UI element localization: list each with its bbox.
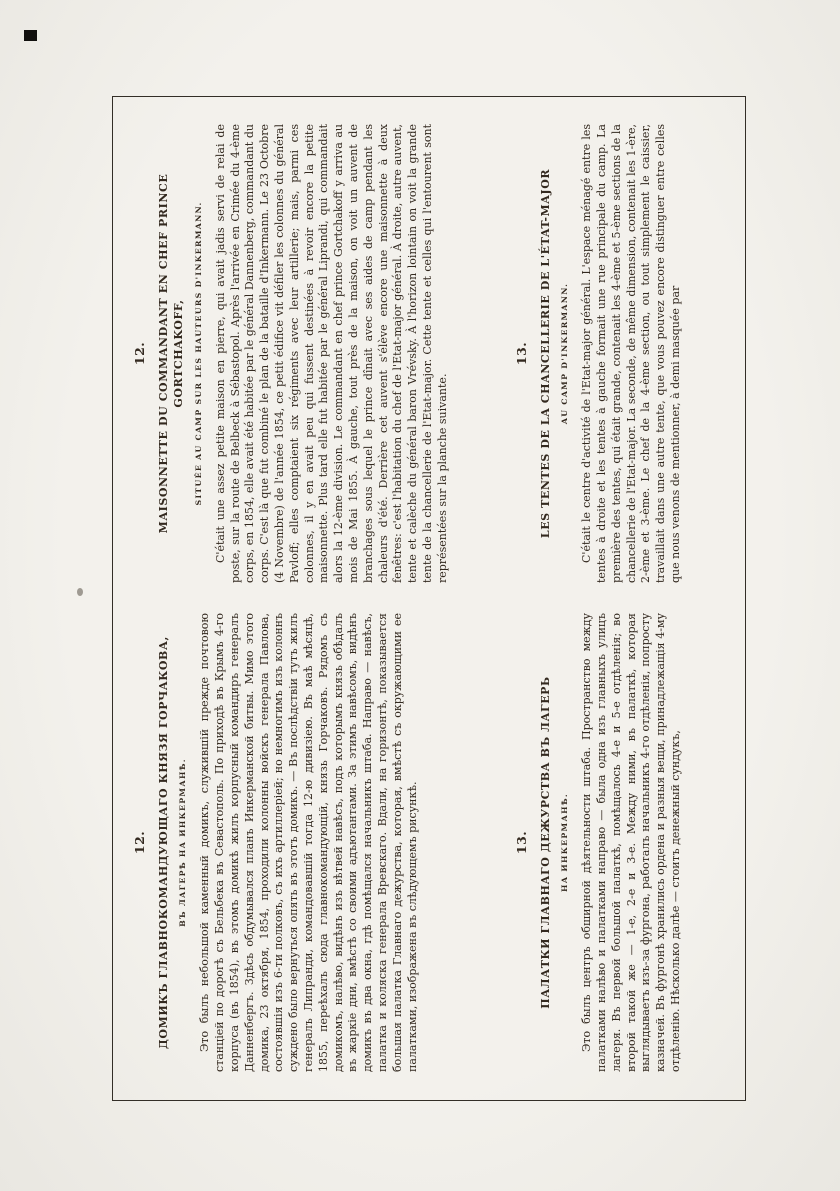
section-fr-13 <box>514 124 731 583</box>
section-title: ПАЛАТКИ ГЛАВНАГО ДЕЖУРСТВА ВЪ ЛАГЕРЬ <box>538 676 552 1009</box>
section-body: C'était une assez petite maison en pierre, qui avait jadis servi de relai de poste, sur la route de Belbeck à Sébastopol. Après l'arrivée en Crimée du 4-ème corps, en 1854, elle avait été habitée par le général Dannenberg, commandant du corps. C'est là que fut combiné le plan de la bataille d'Inkermann. Le 23 Octobre (4 Novembre) de l'année 1854, ce petit édifice vit défiler les colonnes du général Pavloff; elles comptaient six régiments avec leur artillerie; mais, parmi ces colonnes, il y en avait peu qui fussent destinées à revoir encore la petite maisonnette. Plus tard elle fut habitée par le général Liprandi, qui commandait alors la 12-ème division. Le commandant en chef prince Gortchakoff y arriva au mois de Mai 1855. À gauche, tout près de la maison, on voit un auvent de branchages sous lequel le prince dînait avec ses aides de camp pendant les chaleurs d'été. Derrière cet auvent s'élève encore une maisonnette à deux fenêtres: c'est l'habitation du chef de l'Etat-major général. À droite, autre auvent, tente et calèche du général baron Vrévsky. À l'horizon lointain on voit la grande tente de la chancellerie de l'Etat-major. Cette tente et celles qui l'entourent sont représentées sur la planche suivante. <box>213 124 449 583</box>
section-subtitle: НА ИНКЕРМАНѢ. <box>560 793 570 892</box>
section-number: 13. <box>513 830 529 855</box>
printed-frame <box>112 96 746 1101</box>
section-subtitle: AU CAMP D'INKERMANN. <box>560 282 570 425</box>
section-title: ДОМИКЪ ГЛАВНОКОМАНДУЮЩАГО КНЯЗЯ ГОРЧАКОВА, <box>157 636 170 1049</box>
section-subtitle: SITUÉE AU CAMP SUR LES HAUTEURS D'INKERMANN. <box>193 201 203 506</box>
section-body: C'était le centre d'activité de l'Etat-major général. L'espace ménagé entre les tentes à droite et les tentes à gauche formait une rue principale du camp. La première des tentes, qui était grande, contenait les 4-ème et 5-ème sections de la chancellerie de l'Etat-major. La seconde, de même dimension, contenait les 1-ère, 2-ème et 3-ème. Le chef de la 4-ème section, ou tout simplement le caissier, travaillait dans une autre tente, que vous pouvez encore distinguer entre celles que nous venons de mentionner, à demi masquée par <box>580 124 682 583</box>
section-body: Это былъ небольшой каменный домикъ, служившій прежде почтовою станціей по дорогѣ съ Бельбека въ Севастополь. По приходѣ въ Крымъ 4-го корпуса (въ 1854), въ этомъ домикѣ жилъ корпусный командиръ генералъ Данненбергъ. Здѣсь обдумывался планъ Инкерманской битвы. Мимо этого домика, 23 октября, 1854, проходили колонны войскъ генерала Павлова, состоявшія изъ 6-ти полковъ, съ ихъ артиллеріей; но немногимъ изъ колоннъ суждено было вернуться опять въ этотъ домикъ. — Въ послѣдствіи тутъ жилъ генералъ Липранди, командовавшій тогда 12-ю дивизіею. Въ маѣ мѣсяцѣ, 1855, переѣхалъ сюда главнокомандующій, князь Горчаковъ. Рядомъ съ домикомъ, налѣво, видѣнъ изъ вѣтвей навѣсъ, подъ которымъ князь обѣдалъ въ жаркіе дни, вмѣстѣ со своими адъютантами. За этимъ навѣсомъ, видѣнъ домикъ въ два окна, гдѣ помѣщался начальникъ штаба. Направо — навѣсъ, палатка и коляска генерала Вревскаго. Вдали, на горизонтѣ, показывается большая палатка Главнаго дежурства, которая, вмѣстѣ съ окружающими ее палатками, изображена въ слѣдующемъ рисункѣ. <box>198 613 419 1072</box>
section-body: Это былъ центръ обширной дѣятельности штаба. Пространство между палатками налѣво и палатками направо — была одна изъ главныхъ улицъ лагеря. Въ первой большой палаткѣ, помѣщалось 4-е и 5-е отдѣленія; во второй такой же — 1-е, 2-е и 3-е. Между ними, въ палаткѣ, которая выглядываетъ изъ-за фургона, работалъ начальникъ 4-го отдѣленія, попросту казначей. Въ фургонѣ хранились ордена и разныя вещи, принадлежащія 4-му отдѣленію. Нѣсколько далѣе — стоитъ денежный сундукъ, <box>580 613 682 1072</box>
section-number: 12. <box>132 830 147 855</box>
section-number: 12. <box>132 341 147 366</box>
section-title: MAISONNETTE DU COMMANDANT EN CHEF PRINCE GORTCHAKOFF, <box>157 173 186 534</box>
section-fr-12 <box>132 124 498 583</box>
rotated-page-content <box>114 98 743 1098</box>
section-subtitle: ВЪ ЛАГЕРѢ НА ИНКЕРМАНѢ. <box>178 758 188 927</box>
scan-artifact-smudge <box>77 588 83 596</box>
section-ru-13 <box>514 613 731 1072</box>
section-title: LES TENTES DE LA CHANCELLERIE DE L'ÉTAT-MAJOR <box>538 168 552 539</box>
scan-artifact-square <box>24 30 37 41</box>
section-ru-12 <box>132 613 498 1072</box>
section-number: 13. <box>513 341 529 366</box>
